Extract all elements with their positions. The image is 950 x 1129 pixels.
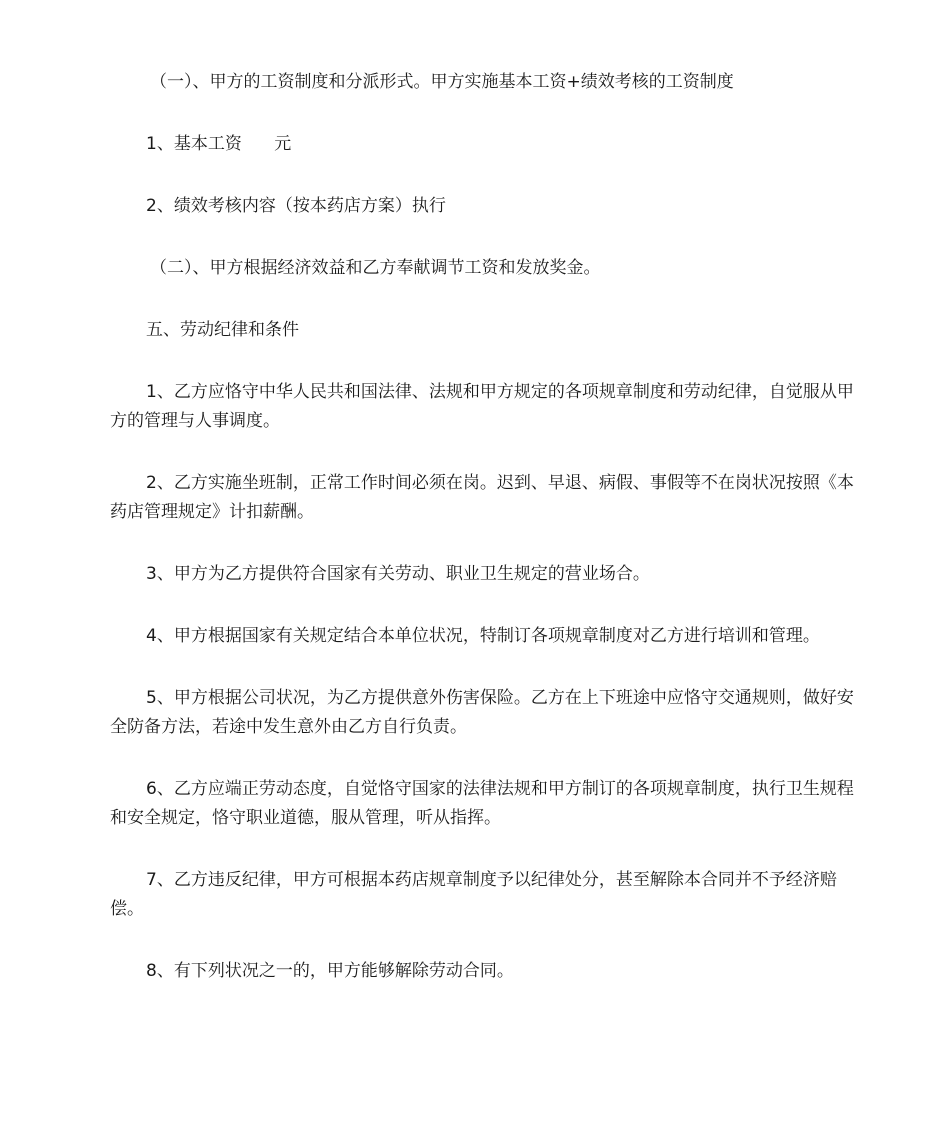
paragraph-item-2: 2、乙方实施坐班制，正常工作时间必须在岗。迟到、早退、病假、事假等不在岗状况按照《本药店管理规定》计扣薪酬。 <box>110 473 854 522</box>
section-heading-labor-discipline: 五、劳动纪律和条件 <box>146 320 299 340</box>
document-page <box>110 68 855 1019</box>
paragraph-basic-wage: 1、基本工资 元 <box>146 134 292 154</box>
paragraph-item-3: 3、甲方为乙方提供符合国家有关劳动、职业卫生规定的营业场合。 <box>146 564 650 584</box>
paragraph-item-1: 1、乙方应恪守中华人民共和国法律、法规和甲方规定的各项规章制度和劳动纪律，自觉服从甲方的管理与人事调度。 <box>110 382 854 431</box>
paragraph-item-8: 8、有下列状况之一的，甲方能够解除劳动合同。 <box>146 961 514 981</box>
paragraph-wage-system: （一）、甲方的工资制度和分派形式。甲方实施基本工资+绩效考核的工资制度 <box>150 72 734 92</box>
paragraph-performance-review: 2、绩效考核内容（按本药店方案）执行 <box>146 196 446 216</box>
paragraph-bonus: （二）、甲方根据经济效益和乙方奉献调节工资和发放奖金。 <box>150 258 601 278</box>
paragraph-item-7: 7、乙方违反纪律，甲方可根据本药店规章制度予以纪律处分，甚至解除本合同并不予经济赔偿。 <box>110 870 837 919</box>
paragraph-item-5: 5、甲方根据公司状况，为乙方提供意外伤害保险。乙方在上下班途中应恪守交通规则，做好安全防备方法，若途中发生意外由乙方自行负责。 <box>110 688 854 737</box>
paragraph-item-6: 6、乙方应端正劳动态度，自觉恪守国家的法律法规和甲方制订的各项规章制度，执行卫生规程和安全规定，恪守职业道德，服从管理，听从指挥。 <box>110 779 854 828</box>
paragraph-item-4: 4、甲方根据国家有关规定结合本单位状况，特制订各项规章制度对乙方进行培训和管理。 <box>146 626 820 646</box>
